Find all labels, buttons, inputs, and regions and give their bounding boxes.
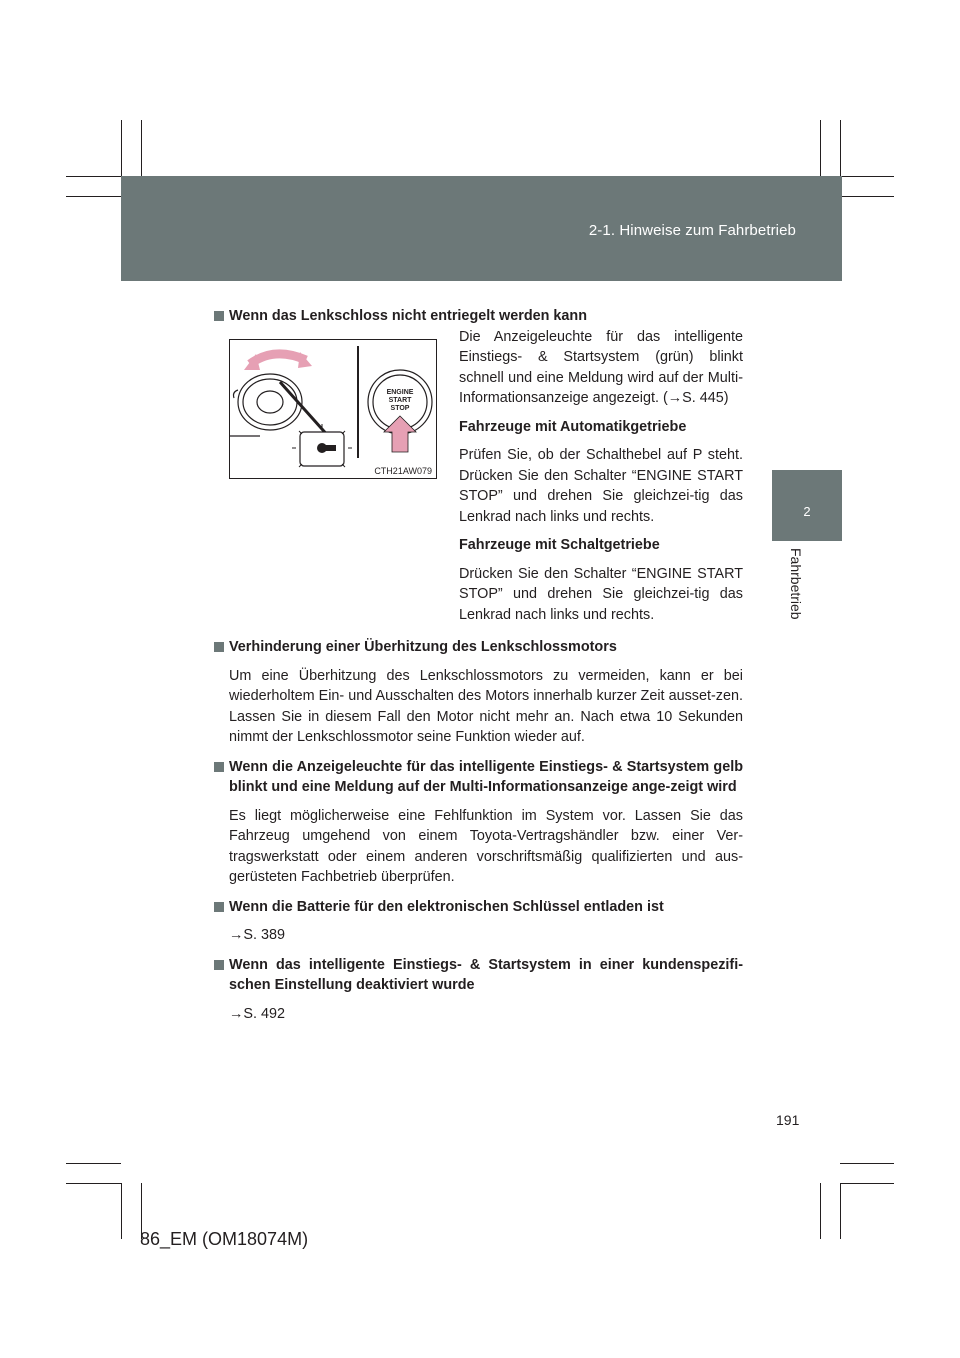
button-line: STOP <box>390 404 410 412</box>
crop-mark <box>66 176 121 177</box>
page-content <box>213 306 743 1024</box>
section-heading: Wenn die Anzeigeleuchte für das intelligente Einstiegs- & Startsystem gelb blinkt und eine Meldung auf der Multi-Informationsanzeige ange-zeigt wird <box>213 757 743 798</box>
crop-mark <box>820 120 821 176</box>
chapter-number: 2 <box>803 504 811 519</box>
crop-mark <box>840 1183 894 1184</box>
button-line: START <box>388 396 412 404</box>
section-heading: Wenn die Batterie für den elektronischen Schlüssel entladen ist <box>213 897 743 918</box>
crop-mark <box>840 120 841 176</box>
section-block <box>213 757 743 888</box>
paragraph: Drücken Sie den Schalter “ENGINE START STOP” und drehen Sie gleichzei-tig das Lenkrad nach links und rechts. <box>459 565 743 623</box>
crop-mark <box>842 196 894 197</box>
crop-mark <box>66 196 121 197</box>
section-block <box>213 897 743 946</box>
crop-mark <box>842 176 894 177</box>
crop-mark <box>121 120 122 176</box>
section-heading: Wenn das Lenkschloss nicht entriegelt werden kann <box>213 306 743 327</box>
engine-start-button-icon <box>368 370 432 452</box>
section-block <box>213 955 743 1025</box>
section-title: 2-1. Hinweise zum Fahrbetrieb <box>588 222 796 239</box>
crop-mark <box>66 1183 121 1184</box>
crop-mark <box>840 1163 894 1164</box>
paragraph: Prüfen Sie, ob der Schalthebel auf P steht. Drücken Sie den Schalter “ENGINE START STOP” und drehen Sie gleichzei-tig das Lenkrad nach links und rechts. <box>459 447 743 525</box>
crop-mark <box>141 120 142 176</box>
page-reference-link[interactable]: →S. 389 <box>229 927 285 943</box>
chapter-label: Fahrbetrieb <box>788 548 804 620</box>
button-line: ENGINE <box>386 388 414 396</box>
section-heading: Verhinderung einer Überhitzung des Lenkschlossmotors <box>213 637 743 658</box>
figure-row <box>213 328 743 634</box>
chapter-tab[interactable] <box>772 470 842 541</box>
subheading: Fahrzeuge mit Automatikgetriebe <box>459 418 687 435</box>
paragraph: Die Anzeigeleuchte für das intelligente Einstiegs- & Startsystem (grün) blinkt schnell und eine Meldung wird auf der Multi-Informationsanzeige angezeigt. (→S. 445) <box>459 328 743 406</box>
arrow-icon <box>244 352 312 370</box>
figure-text <box>459 328 743 634</box>
page-number: 191 <box>776 1112 800 1128</box>
subheading: Fahrzeuge mit Schaltgetriebe <box>459 537 660 553</box>
crop-mark <box>66 1163 121 1164</box>
section-heading: Wenn das intelligente Einstiegs- & Startsystem in einer kundenspezifi-schen Einstellung deaktiviert wurde <box>213 955 743 996</box>
section-block <box>213 637 743 748</box>
steering-wheel-icon <box>230 374 302 436</box>
page-reference-link[interactable]: →S. 492 <box>229 1005 285 1022</box>
header-band <box>121 176 842 281</box>
document-code: 86_EM (OM18074M) <box>140 1229 309 1249</box>
crop-mark <box>121 1183 122 1239</box>
paragraph: Um eine Überhitzung des Lenkschlossmotors zu vermeiden, kann er bei wiederholtem Ein- und Ausschalten des Motors innerhalb kurzer Zeit ausset-zen. Lassen Sie in diesem Fall den Motor nicht mehr an. Nach etwa 10 Sekunden nimmt der Lenkschlossmotor seine Funktion wieder auf. <box>229 667 743 745</box>
paragraph: Es liegt möglicherweise eine Fehlfunktion im System vor. Lassen Sie das Fahrzeug umgehend von einem Toyota-Vertragshändler bzw. einer Ver-tragswerkstatt oder einem anderen vorschriftsmäßig qualifizierten und aus-gerüsteten Fachbetrieb überprüfen. <box>229 807 743 885</box>
illustration <box>229 339 437 479</box>
illustration-drawing <box>230 340 436 478</box>
crop-mark <box>820 1183 821 1239</box>
crop-mark <box>840 1183 841 1239</box>
figure-code: CTH21AW079 <box>374 465 432 476</box>
